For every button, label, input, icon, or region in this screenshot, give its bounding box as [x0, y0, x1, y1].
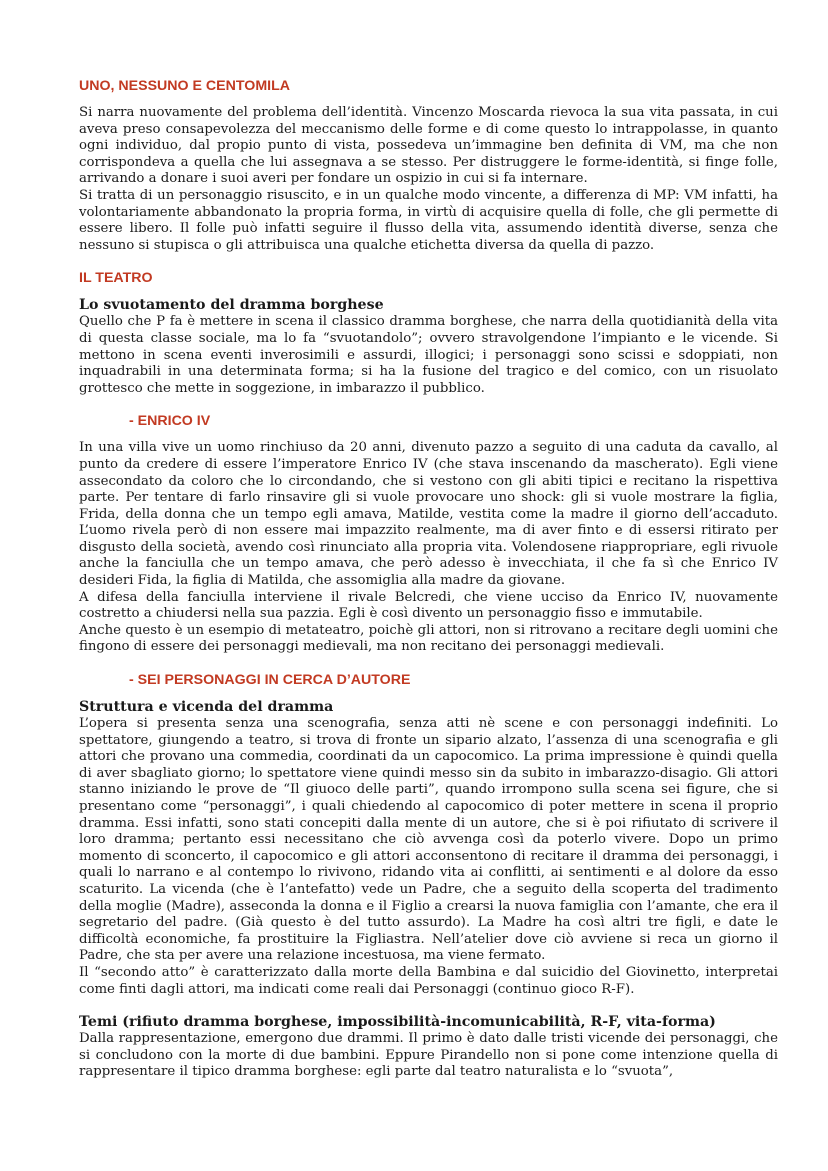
paragraph: Quello che P fa è mettere in scena il classico dramma borghese, che narra della quotidianità della vita di questa classe sociale, ma lo fa “svuotandolo”; ovvero stravolgendone l’impianto e le vicende. Si mettono in scena eventi inverosimili e assurdi, illogici; i personaggi sono scissi e sdoppiati, non inquadrabili in una determinata forma; si ha la fusione del tragico e del comico, con un risuolato grottesco che mette in soggezione, in imbarazzo il pubblico. — [79, 314, 778, 396]
paragraph: L’opera si presenta senza una scenografia, senza atti nè scene e con personaggi indefiniti. Lo spettatore, giungendo a teatro, si trova di fronte un sipario alzato, l’assenza di una scenografia e gli attori che provano una commedia, coordinati da un capocomico. La prima impressione è quindi quella di aver sbagliato giorno; lo spettatore viene quindi messo sin da subito in imbarazzo-disagio. Gli attori stanno iniziando le prove de “Il giuoco delle parti”, quando irrompono sulla scena sei figure, che si presentano come “personaggi”, i quali chiedendo al capocomico di poter mettere in scena il proprio dramma. Essi infatti, sono stati concepiti dalla mente di un autore, che si è poi rifiutato di scrivere il loro dramma; pertanto essi necessitano che ciò avvenga così da poterlo vivere. Dopo un primo momento di sconcerto, il capocomico e gli attori acconsentono di recitare il dramma dei personaggi, i quali lo narrano e al contempo lo rivivono, ridando vita ai conflitti, ai sentimenti e al dolore da esso scaturito. La vicenda (che è l’antefatto) vede un Padre, che a seguito della scoperta del tradimento della moglie (Madre), asseconda la donna e il Figlio a crearsi la nuova famiglia con l’amante, che era il segretario del padre. (Già questo è del tutto assurdo). La Madre ha così altri tre figli, e date le difficoltà economiche, fa prostituire la Figliastra. Nell’atelier dove ciò avviene si reca un giorno il Padre, che sta per avere una relazione incestuosa, ma viene fermato. — [79, 716, 778, 964]
paragraph: In una villa vive un uomo rinchiuso da 20 anni, divenuto pazzo a seguito di una caduta da cavallo, al punto da credere di essere l’imperatore Enrico IV (che stava inscenando da mascherato). Egli viene assecondato da coloro che lo circondando, che si vestono con gli abiti tipici e recitano la rispettiva parte. Per tentare di farlo rinsavire gli si vuole provocare uno shock: gli si vuole mostrare la figlia, Frida, della donna che un tempo egli amava, Matilde, vestita come la madre il giorno dell’accaduto. L’uomo rivela però di non essere mai impazzito realmente, ma di aver finto e di essersi ritirato per disgusto della società, avendo così rinunciato alla propria vita. Volendosene riappropriare, egli rivuole anche la fanciulla che un tempo amava, che però adesso è invecchiata, il che fa sì che Enrico IV desideri Fida, la figlia di Matilda, che assomiglia alla madre da giovane. — [79, 440, 778, 589]
paragraph: Si tratta di un personaggio risuscito, e in un qualche modo vincente, a differenza di MP: VM infatti, ha volontariamente abbandonato la propria forma, in virtù di acquisire quella di folle, che gli permette di essere libero. Il folle può infatti seguire il flusso della vita, assumendo identità diverse, senza che nessuno si stupisca o gli attribuisca una qualche etichetta diversa da quella di pazzo. — [79, 187, 778, 253]
section-title-sei-personaggi: - SEI PERSONAGGI IN CERCA D’AUTORE — [129, 672, 411, 689]
section-title-uno-nessuno: UNO, NESSUNO E CENTOMILA — [79, 78, 290, 94]
subheading-temi: Temi (rifiuto dramma borghese, impossibilità-incomunicabilità, R-F, vita-forma) — [79, 1014, 716, 1031]
paragraph: Il “secondo atto” è caratterizzato dalla morte della Bambina e dal suicidio del Giovinetto, interpretai come finti dagli attori, ma indicati come reali dai Personaggi (continuo gioco R-F). — [79, 964, 778, 997]
subheading-svuotamento: Lo svuotamento del dramma borghese — [79, 297, 384, 314]
section-title-teatro: IL TEATRO — [79, 270, 153, 287]
subheading-struttura: Struttura e vicenda del dramma — [79, 699, 334, 716]
paragraph: Dalla rappresentazione, emergono due drammi. Il primo è dato dalle tristi vicende dei personaggi, che si concludono con la morte di due bambini. Eppure Pirandello non si pone come intenzione quella di rappresentare il tipico dramma borghese: egli parte dal teatro naturalista e lo “svuota”, — [79, 1031, 778, 1080]
paragraph: Si narra nuovamente del problema dell’identità. Vincenzo Moscarda rievoca la sua vita passata, in cui aveva preso consapevolezza del meccanismo delle forme e di come questo lo intrappolasse, in quanto ogni individuo, dal propio punto di vista, possedeva un’immagine ben definita di VM, ma che non corrispondeva a quella che lui assegnava a se stesso. Per distruggere le forme-identità, si finge folle, arrivando a donare i suoi averi per fondare un ospizio in cui si fa internare. — [79, 105, 778, 187]
section-title-enrico-iv: - ENRICO IV — [129, 413, 211, 430]
paragraph: A difesa della fanciulla interviene il rivale Belcredi, che viene ucciso da Enrico IV, nuovamente costretto a chiudersi nella sua pazzia. Egli è così divento un personaggio fisso e immutabile. — [79, 589, 778, 622]
paragraph: Anche questo è un esempio di metateatro, poichè gli attori, non si ritrovano a recitare degli uomini che fingono di essere dei personaggi medievali, ma non recitano dei personaggi medievali. — [79, 622, 778, 655]
